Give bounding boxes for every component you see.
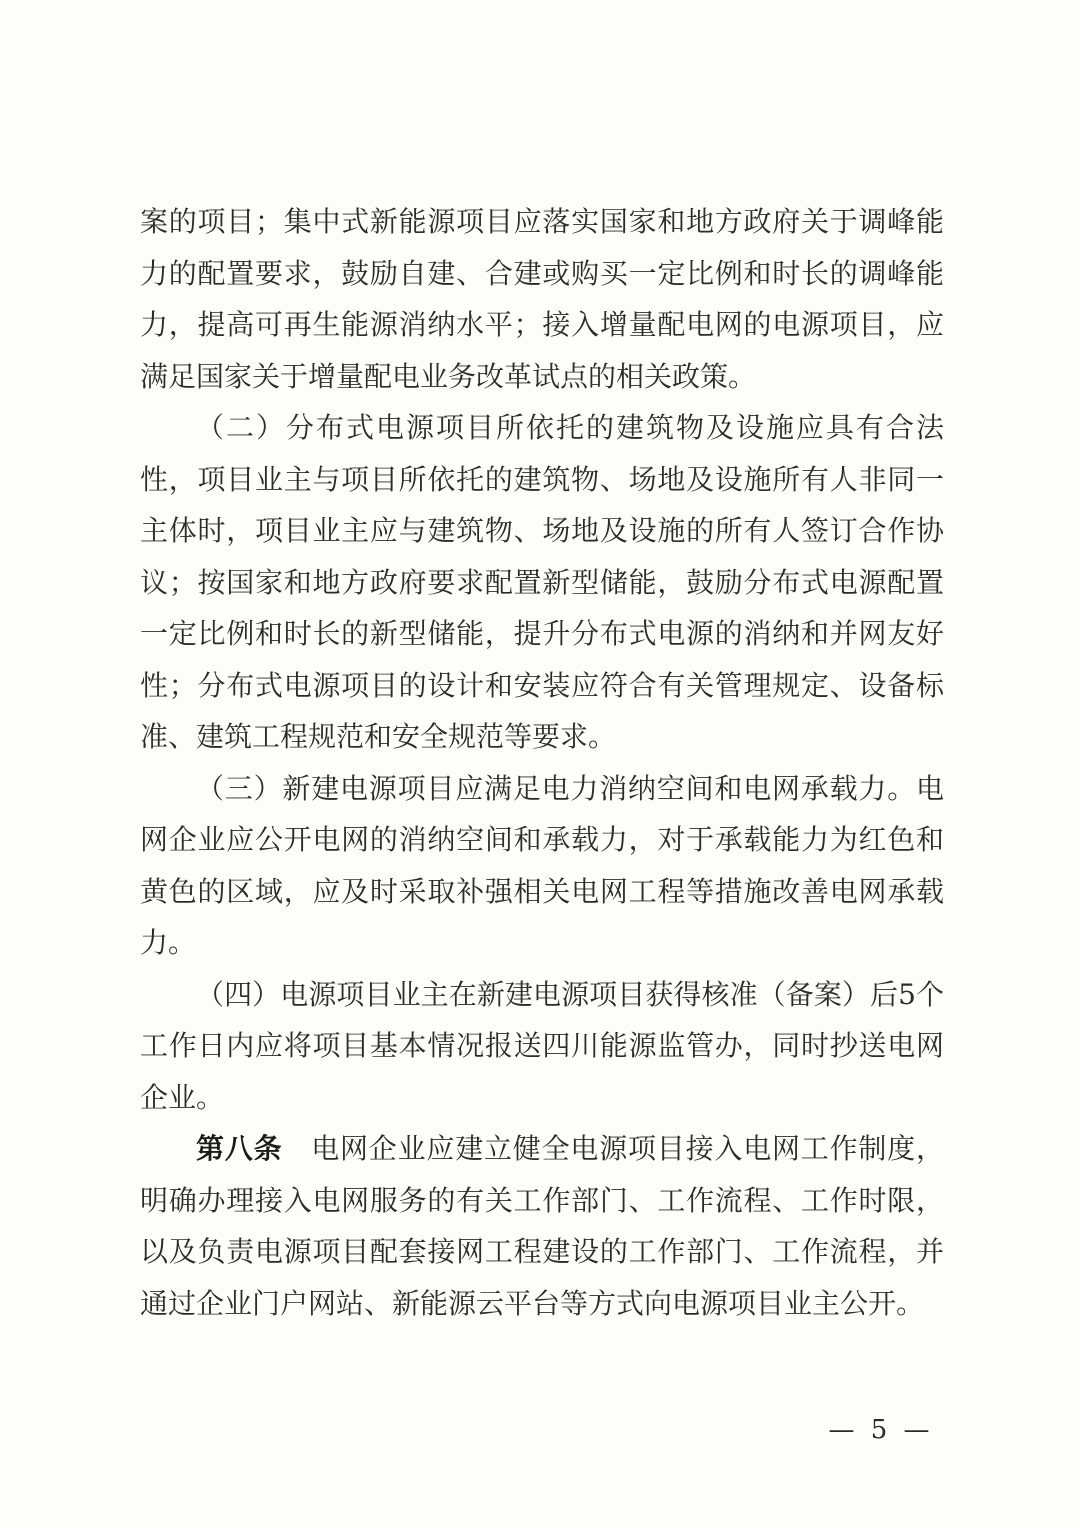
paragraph-item-2: （二）分布式电源项目所依托的建筑物及设施应具有合法性，项目业主与项目所依托的建筑物、场地及设施所有人非同一主体时，项目业主应与建筑物、场地及设施的所有人签订合作协议；按国家和地方政府要求配置新型储能，鼓励分布式电源配置一定比例和时长的新型储能，提升分布式电源的消纳和并网友好性；分布式电源项目的设计和安装应符合有关管理规定、设备标准、建筑工程规范和安全规范等要求。 xyxy=(140,411,944,753)
page-number: — 5 — xyxy=(828,1415,934,1445)
article-8-heading: 第八条 xyxy=(196,1132,283,1165)
article-8-paragraph xyxy=(140,1123,944,1329)
paragraph-item-4: （四）电源项目业主在新建电源项目获得核准（备案）后5个工作日内应将项目基本情况报送四川能源监管办，同时抄送电网企业。 xyxy=(140,977,944,1114)
document-body xyxy=(140,196,944,1329)
paragraph-item-3: （三）新建电源项目应满足电力消纳空间和电网承载力。电网企业应公开电网的消纳空间和承载力，对于承载能力为红色和黄色的区域，应及时采取补强相关电网工程等措施改善电网承载力。 xyxy=(140,771,944,959)
paragraph-continued: 案的项目；集中式新能源项目应落实国家和地方政府关于调峰能力的配置要求，鼓励自建、合建或购买一定比例和时长的调峰能力，提高可再生能源消纳水平；接入增量配电网的电源项目，应满足国家关于增量配电业务改革试点的相关政策。 xyxy=(140,205,944,393)
article-8-body: 电网企业应建立健全电源项目接入电网工作制度，明确办理接入电网服务的有关工作部门、工作流程、工作时限，以及负责电源项目配套接网工程建设的工作部门、工作流程，并通过企业门户网站、新能源云平台等方式向电源项目业主公开。 xyxy=(140,1132,944,1320)
